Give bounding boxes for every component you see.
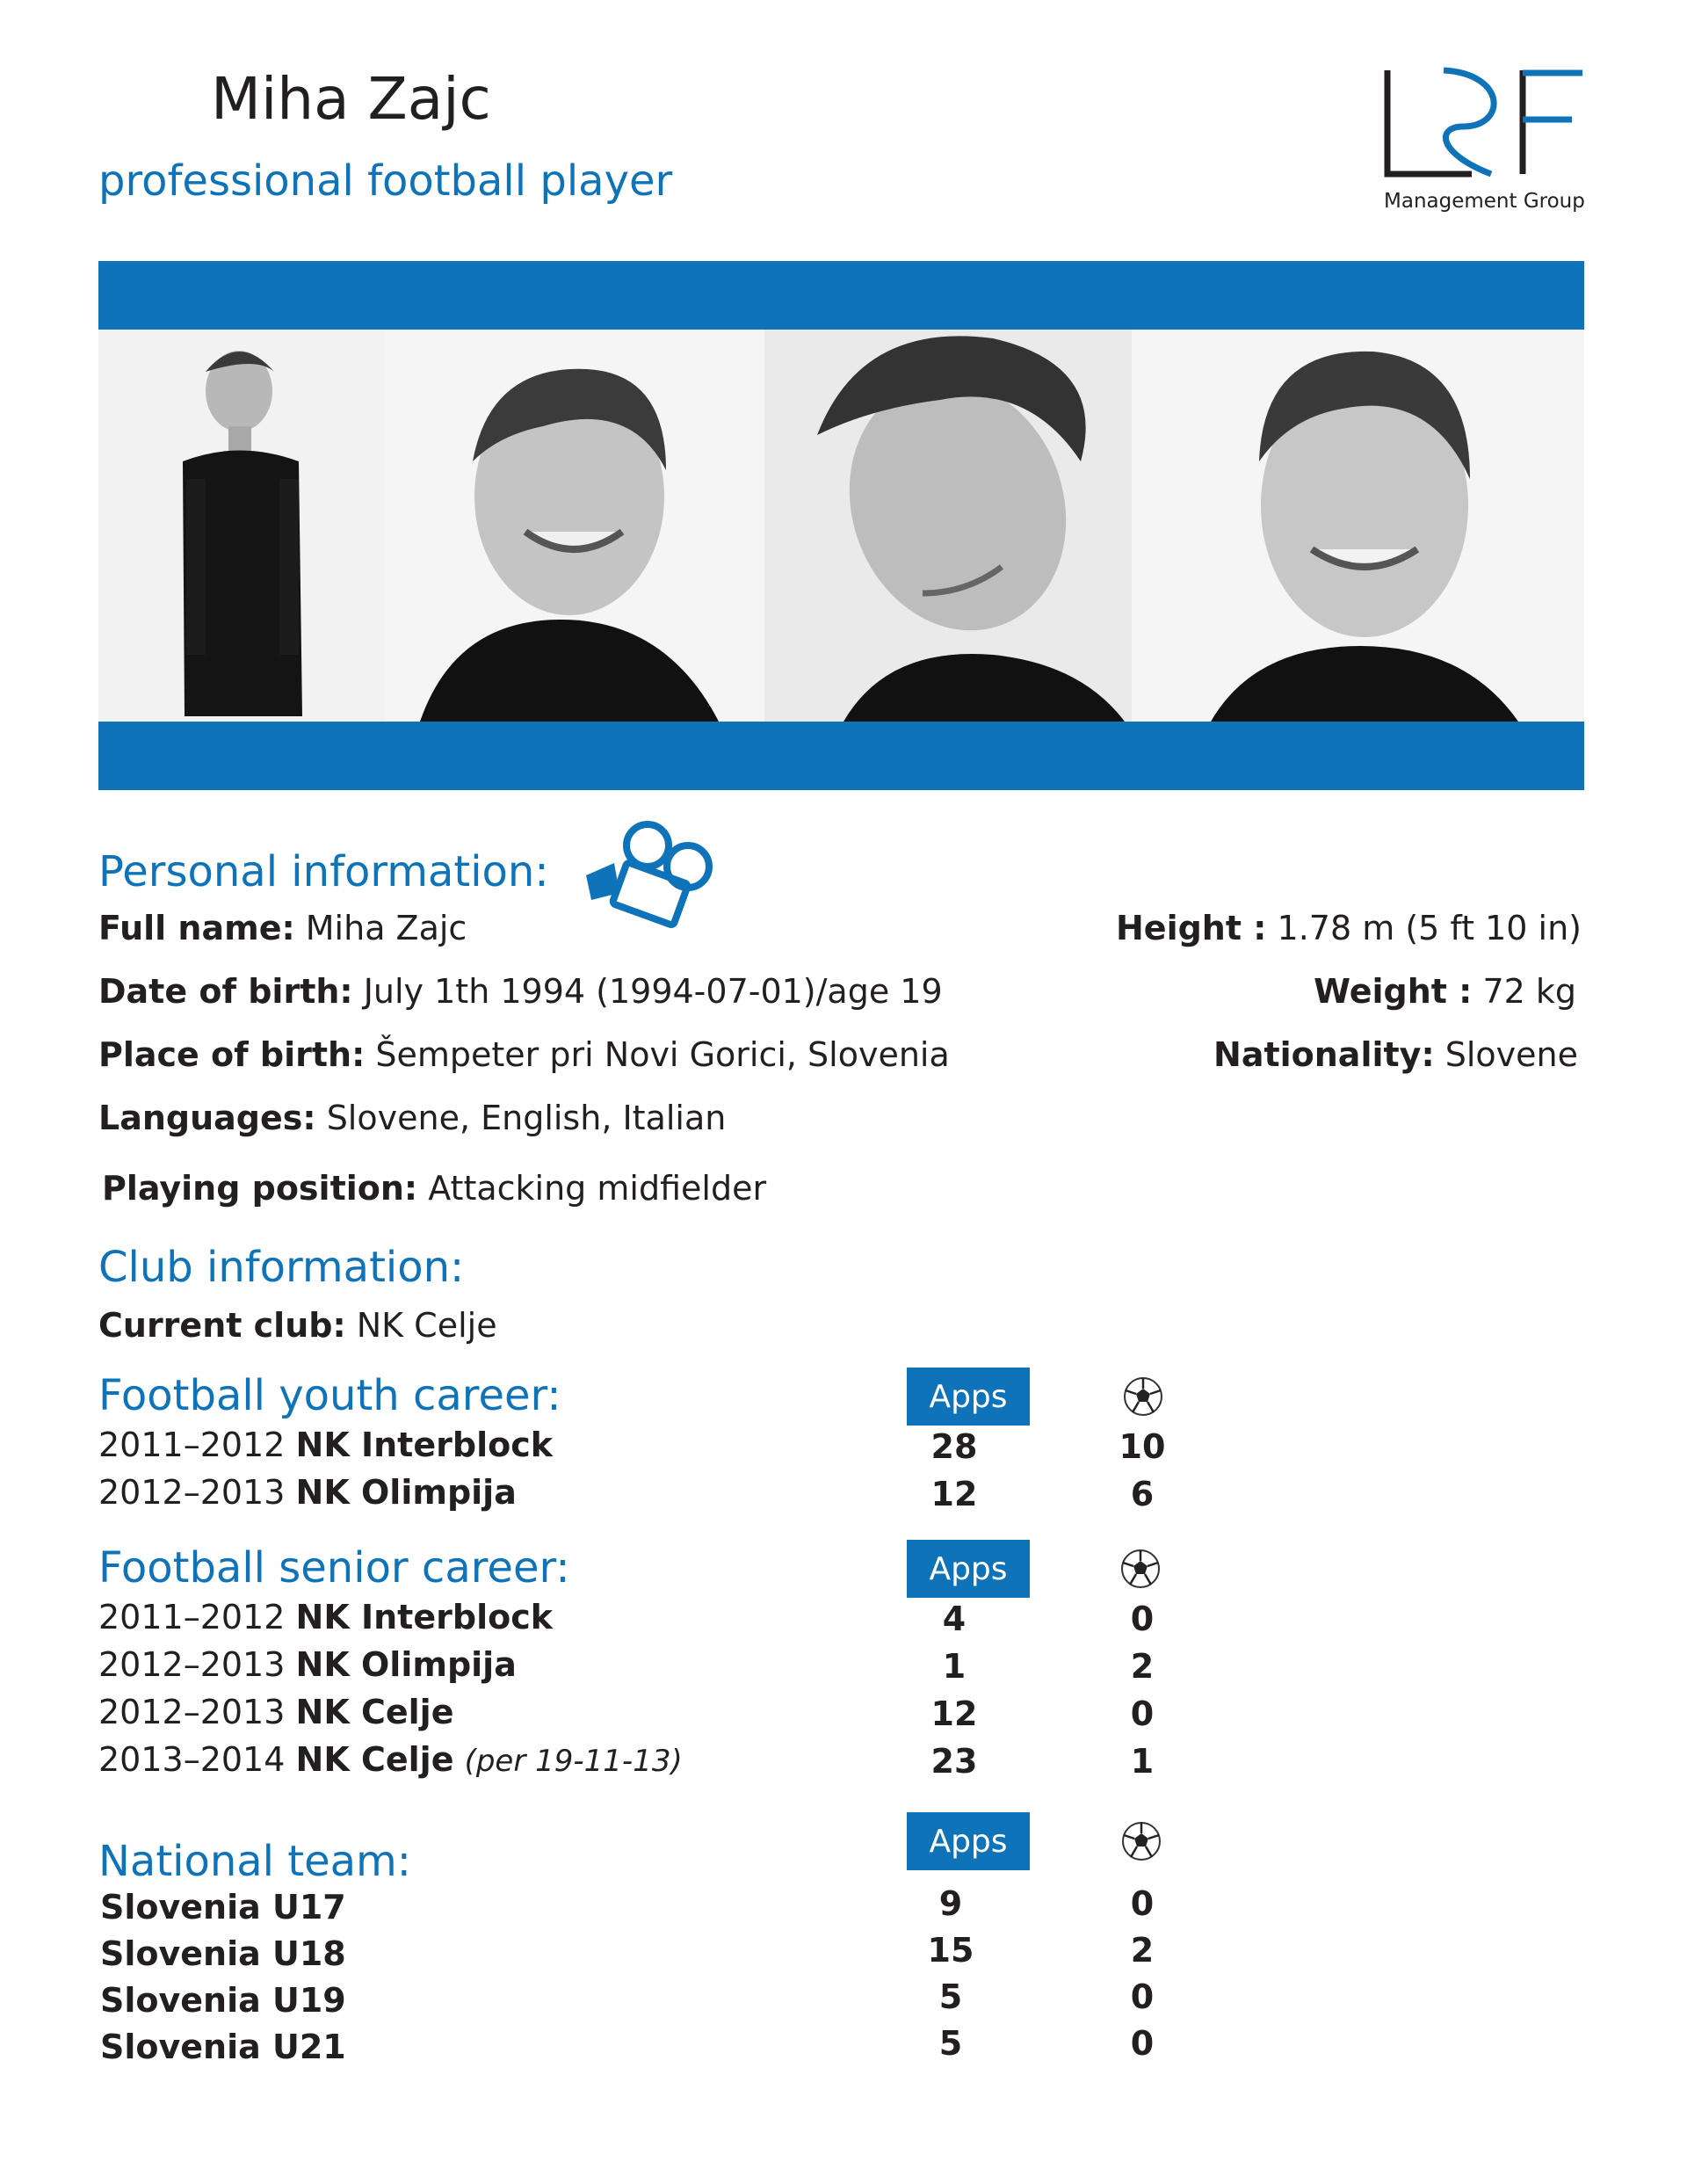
career-apps: 1 — [942, 1647, 967, 1686]
player-smiling-closeup-photo — [1132, 330, 1584, 722]
pob-label: Place of birth: — [98, 1035, 366, 1074]
dob-value: July 1th 1994 (1994-07-01)/age 19 — [363, 972, 943, 1011]
player-subtitle: professional football player — [98, 156, 673, 206]
career-apps: 12 — [930, 1475, 978, 1513]
height-label: Height : — [1116, 909, 1267, 947]
national-team-name: Slovenia U18 — [100, 1934, 346, 1973]
career-row — [98, 1473, 517, 1512]
player-smiling-photo — [385, 330, 764, 722]
national-apps-header: Apps — [907, 1812, 1030, 1870]
career-club: NK Celje — [295, 1693, 454, 1731]
career-years: 2013–2014 — [98, 1740, 286, 1779]
weight-value: 72 kg — [1482, 972, 1576, 1011]
career-club: NK Interblock — [295, 1426, 553, 1464]
lf-logo — [1375, 65, 1586, 223]
national-goals: 0 — [1130, 1977, 1155, 2016]
dob-row — [98, 972, 943, 1011]
player-full-body-photo — [98, 330, 385, 722]
full-name-label: Full name: — [98, 909, 295, 947]
height-row — [1116, 909, 1582, 947]
youth-career-heading: Football youth career: — [98, 1371, 561, 1420]
national-apps: 9 — [938, 1884, 963, 1923]
full-name-value: Miha Zajc — [305, 909, 467, 947]
career-apps: 28 — [930, 1427, 978, 1466]
senior-apps-header: Apps — [907, 1540, 1030, 1598]
top-blue-band — [98, 261, 1584, 330]
player-name: Miha Zajc — [211, 65, 491, 133]
national-goals: 0 — [1130, 2024, 1155, 2063]
logo-caption: Management Group — [1384, 190, 1585, 213]
national-apps: 15 — [927, 1931, 974, 1970]
bottom-blue-band — [98, 722, 1584, 790]
career-apps: 4 — [942, 1600, 967, 1638]
youth-apps-header: Apps — [907, 1368, 1030, 1426]
career-goals: 6 — [1130, 1475, 1155, 1513]
position-value: Attacking midfielder — [428, 1169, 767, 1208]
current-club-value: NK Celje — [356, 1306, 497, 1345]
career-goals: 10 — [1119, 1427, 1166, 1466]
football-icon — [1123, 1376, 1163, 1420]
football-icon — [1121, 1821, 1162, 1865]
career-years: 2011–2012 — [98, 1598, 286, 1636]
video-camera-icon[interactable] — [576, 821, 720, 939]
national-apps: 5 — [938, 1977, 963, 2016]
career-years: 2012–2013 — [98, 1473, 286, 1512]
career-row — [98, 1598, 553, 1636]
national-goals: 0 — [1130, 1884, 1155, 1923]
personal-info-heading: Personal information: — [98, 847, 549, 896]
lf-logo-mark — [1375, 65, 1586, 188]
career-club: NK Interblock — [295, 1598, 553, 1636]
career-apps: 23 — [930, 1742, 978, 1781]
nationality-label: Nationality: — [1213, 1035, 1435, 1074]
career-goals: 0 — [1130, 1694, 1155, 1733]
career-years: 2011–2012 — [98, 1426, 286, 1464]
height-value: 1.78 m (5 ft 10 in) — [1277, 909, 1582, 947]
pob-value: Šempeter pri Novi Gorici, Slovenia — [375, 1035, 950, 1074]
career-years: 2012–2013 — [98, 1693, 286, 1731]
national-team-heading: National team: — [98, 1837, 411, 1886]
career-row — [98, 1693, 453, 1731]
player-tilted-head-photo — [764, 330, 1132, 722]
full-name-row — [98, 909, 467, 947]
career-goals: 1 — [1130, 1742, 1155, 1781]
national-team-name: Slovenia U19 — [100, 1981, 346, 2020]
languages-row — [98, 1099, 726, 1137]
current-club-row — [98, 1306, 497, 1345]
career-row — [98, 1645, 517, 1684]
current-club-label: Current club: — [98, 1306, 346, 1345]
football-icon — [1120, 1549, 1161, 1593]
national-goals: 2 — [1130, 1931, 1155, 1970]
national-team-name: Slovenia U21 — [100, 2028, 346, 2066]
career-row — [98, 1426, 553, 1464]
position-label: Playing position: — [102, 1169, 418, 1208]
career-club: NK Olimpija — [295, 1473, 517, 1512]
nationality-row — [1213, 1035, 1578, 1074]
career-note: (per 19-11-13) — [464, 1744, 683, 1779]
career-club: NK Celje — [295, 1740, 454, 1779]
languages-value: Slovene, English, Italian — [326, 1099, 727, 1137]
national-apps: 5 — [938, 2024, 963, 2063]
career-row — [98, 1740, 683, 1779]
club-info-heading: Club information: — [98, 1243, 465, 1292]
career-club: NK Olimpija — [295, 1645, 517, 1684]
national-team-name: Slovenia U17 — [100, 1888, 346, 1926]
career-years: 2012–2013 — [98, 1645, 286, 1684]
dob-label: Date of birth: — [98, 972, 353, 1011]
weight-label: Weight : — [1314, 972, 1473, 1011]
career-apps: 12 — [930, 1694, 978, 1733]
pob-row — [98, 1035, 950, 1074]
position-row — [102, 1169, 766, 1208]
career-goals: 0 — [1130, 1600, 1155, 1638]
nationality-value: Slovene — [1444, 1035, 1578, 1074]
career-goals: 2 — [1130, 1647, 1155, 1686]
photo-strip — [98, 330, 1584, 722]
weight-row — [1314, 972, 1576, 1011]
senior-career-heading: Football senior career: — [98, 1543, 570, 1593]
languages-label: Languages: — [98, 1099, 316, 1137]
